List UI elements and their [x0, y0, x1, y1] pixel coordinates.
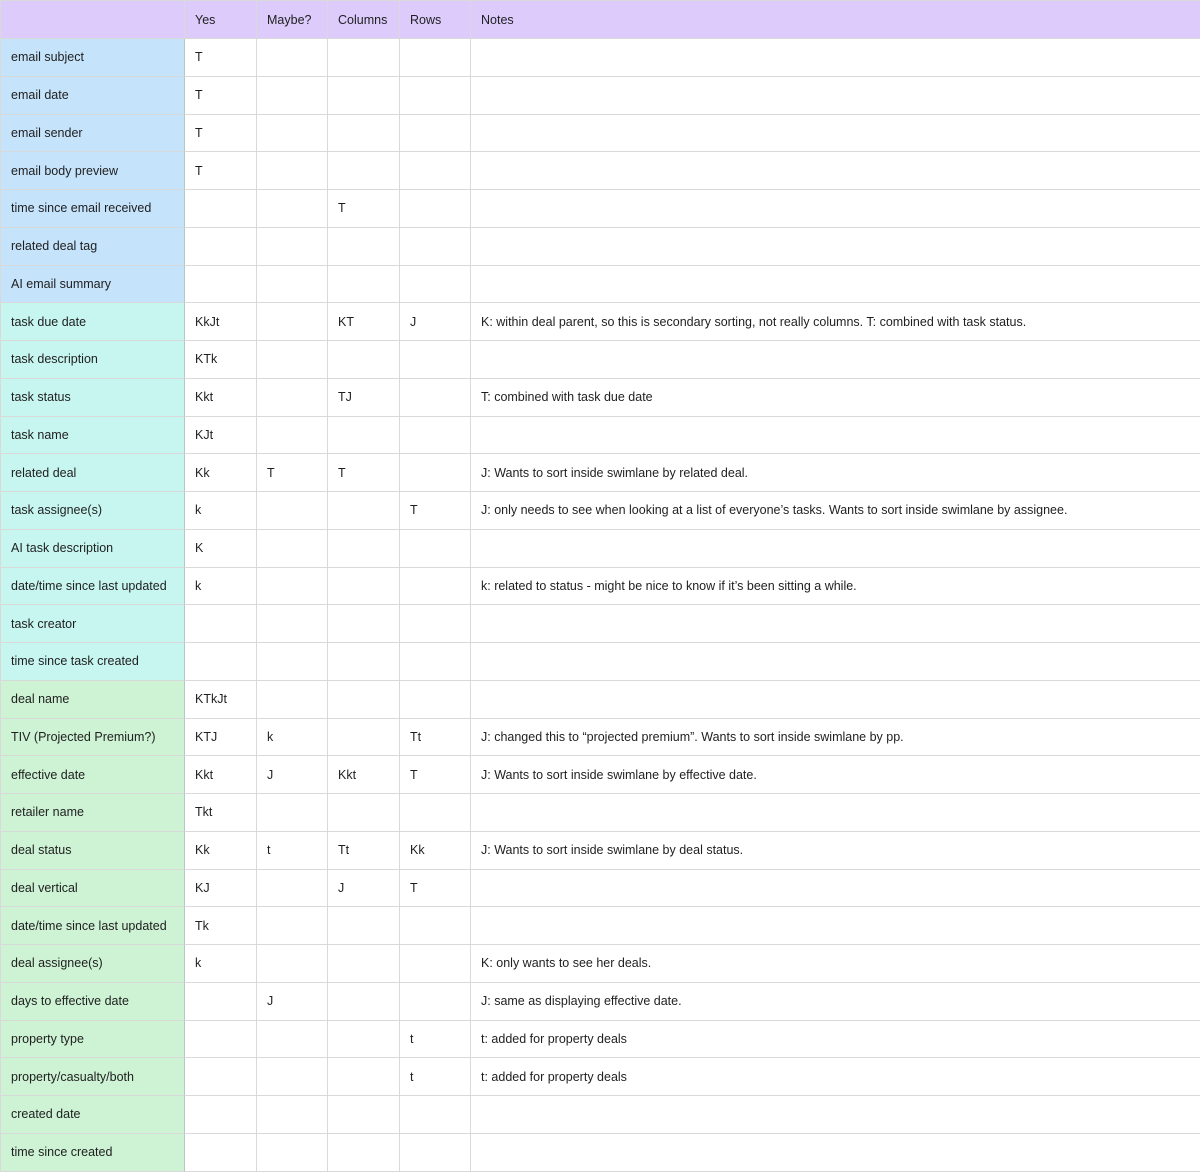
rows-cell: Kk [400, 832, 471, 870]
header-notes: Notes [471, 1, 1200, 39]
row-label: effective date [1, 756, 185, 794]
notes-cell [471, 417, 1200, 455]
yes-cell [185, 1096, 257, 1134]
row-label: property/casualty/both [1, 1058, 185, 1096]
yes-cell [185, 266, 257, 304]
columns-cell: TJ [328, 379, 400, 417]
yes-cell: k [185, 568, 257, 606]
notes-cell [471, 794, 1200, 832]
notes-cell [471, 77, 1200, 115]
columns-cell [328, 1096, 400, 1134]
yes-cell: Kk [185, 454, 257, 492]
yes-cell: Tkt [185, 794, 257, 832]
maybe-cell [257, 379, 328, 417]
row-label: email subject [1, 39, 185, 77]
columns-cell [328, 907, 400, 945]
notes-cell: J: same as displaying effective date. [471, 983, 1200, 1021]
columns-cell [328, 492, 400, 530]
notes-cell: J: Wants to sort inside swimlane by related deal. [471, 454, 1200, 492]
yes-cell: T [185, 39, 257, 77]
maybe-cell [257, 1134, 328, 1172]
yes-cell: T [185, 152, 257, 190]
yes-cell [185, 605, 257, 643]
row-label: related deal [1, 454, 185, 492]
row-label: task name [1, 417, 185, 455]
yes-cell: k [185, 492, 257, 530]
columns-cell [328, 341, 400, 379]
notes-cell: K: within deal parent, so this is secondary sorting, not really columns. T: combined with task status. [471, 303, 1200, 341]
rows-cell: t [400, 1021, 471, 1059]
maybe-cell [257, 1021, 328, 1059]
columns-cell [328, 719, 400, 757]
notes-cell: t: added for property deals [471, 1058, 1200, 1096]
row-label: date/time since last updated [1, 568, 185, 606]
row-label: email body preview [1, 152, 185, 190]
columns-cell: T [328, 190, 400, 228]
columns-cell [328, 530, 400, 568]
columns-cell: Tt [328, 832, 400, 870]
rows-cell [400, 605, 471, 643]
maybe-cell [257, 266, 328, 304]
header-corner-cell [1, 1, 185, 39]
row-label: task assignee(s) [1, 492, 185, 530]
notes-cell [471, 907, 1200, 945]
row-label: retailer name [1, 794, 185, 832]
row-label: deal assignee(s) [1, 945, 185, 983]
rows-cell [400, 643, 471, 681]
columns-cell: KT [328, 303, 400, 341]
rows-cell [400, 341, 471, 379]
columns-cell [328, 643, 400, 681]
notes-cell [471, 266, 1200, 304]
rows-cell [400, 681, 471, 719]
row-label: AI task description [1, 530, 185, 568]
yes-cell: T [185, 77, 257, 115]
rows-cell [400, 454, 471, 492]
notes-cell: T: combined with task due date [471, 379, 1200, 417]
rows-cell: t [400, 1058, 471, 1096]
columns-cell [328, 1134, 400, 1172]
maybe-cell [257, 152, 328, 190]
yes-cell [185, 1058, 257, 1096]
row-label: related deal tag [1, 228, 185, 266]
yes-cell: KkJt [185, 303, 257, 341]
rows-cell [400, 379, 471, 417]
columns-cell [328, 266, 400, 304]
columns-cell: T [328, 454, 400, 492]
notes-cell [471, 1134, 1200, 1172]
row-label: created date [1, 1096, 185, 1134]
rows-cell [400, 115, 471, 153]
rows-cell [400, 907, 471, 945]
maybe-cell [257, 341, 328, 379]
notes-cell: K: only wants to see her deals. [471, 945, 1200, 983]
columns-cell [328, 77, 400, 115]
yes-cell: Kkt [185, 756, 257, 794]
header-yes: Yes [185, 1, 257, 39]
row-label: time since task created [1, 643, 185, 681]
yes-cell: KTk [185, 341, 257, 379]
yes-cell [185, 983, 257, 1021]
notes-cell [471, 39, 1200, 77]
notes-cell: J: Wants to sort inside swimlane by effective date. [471, 756, 1200, 794]
rows-cell [400, 228, 471, 266]
columns-cell [328, 794, 400, 832]
row-label: deal status [1, 832, 185, 870]
columns-cell [328, 983, 400, 1021]
maybe-cell [257, 568, 328, 606]
columns-cell [328, 605, 400, 643]
columns-cell [328, 568, 400, 606]
notes-cell [471, 605, 1200, 643]
columns-cell [328, 945, 400, 983]
row-label: task status [1, 379, 185, 417]
row-label: date/time since last updated [1, 907, 185, 945]
notes-cell: J: only needs to see when looking at a list of everyone’s tasks. Wants to sort inside swimlane by assignee. [471, 492, 1200, 530]
columns-cell [328, 417, 400, 455]
notes-cell [471, 115, 1200, 153]
columns-cell [328, 228, 400, 266]
maybe-cell [257, 643, 328, 681]
notes-cell: k: related to status - might be nice to know if it’s been sitting a while. [471, 568, 1200, 606]
maybe-cell: J [257, 756, 328, 794]
row-label: task creator [1, 605, 185, 643]
columns-cell [328, 115, 400, 153]
yes-cell: KJt [185, 417, 257, 455]
rows-cell [400, 417, 471, 455]
row-label: email sender [1, 115, 185, 153]
rows-cell [400, 945, 471, 983]
yes-cell: Tk [185, 907, 257, 945]
yes-cell: k [185, 945, 257, 983]
columns-cell [328, 39, 400, 77]
maybe-cell [257, 39, 328, 77]
header-maybe: Maybe? [257, 1, 328, 39]
maybe-cell [257, 303, 328, 341]
row-label: property type [1, 1021, 185, 1059]
yes-cell: T [185, 115, 257, 153]
maybe-cell: t [257, 832, 328, 870]
rows-cell [400, 190, 471, 228]
rows-cell: T [400, 756, 471, 794]
rows-cell [400, 77, 471, 115]
notes-cell: J: Wants to sort inside swimlane by deal status. [471, 832, 1200, 870]
yes-cell [185, 1134, 257, 1172]
row-label: task due date [1, 303, 185, 341]
yes-cell: Kk [185, 832, 257, 870]
notes-cell [471, 341, 1200, 379]
columns-cell [328, 681, 400, 719]
maybe-cell [257, 1058, 328, 1096]
yes-cell [185, 228, 257, 266]
notes-cell [471, 643, 1200, 681]
columns-cell [328, 1058, 400, 1096]
maybe-cell [257, 681, 328, 719]
maybe-cell [257, 605, 328, 643]
header-columns: Columns [328, 1, 400, 39]
columns-cell [328, 152, 400, 190]
yes-cell [185, 643, 257, 681]
maybe-cell [257, 77, 328, 115]
maybe-cell: k [257, 719, 328, 757]
rows-cell: T [400, 870, 471, 908]
rows-cell [400, 530, 471, 568]
row-label: TIV (Projected Premium?) [1, 719, 185, 757]
row-label: deal vertical [1, 870, 185, 908]
maybe-cell [257, 492, 328, 530]
row-label: time since email received [1, 190, 185, 228]
notes-cell [471, 228, 1200, 266]
rows-cell [400, 983, 471, 1021]
yes-cell: K [185, 530, 257, 568]
maybe-cell [257, 1096, 328, 1134]
maybe-cell [257, 945, 328, 983]
yes-cell: KTkJt [185, 681, 257, 719]
maybe-cell [257, 907, 328, 945]
notes-cell: J: changed this to “projected premium”. Wants to sort inside swimlane by pp. [471, 719, 1200, 757]
maybe-cell [257, 115, 328, 153]
yes-cell [185, 1021, 257, 1059]
maybe-cell [257, 870, 328, 908]
notes-cell [471, 681, 1200, 719]
notes-cell [471, 870, 1200, 908]
maybe-cell [257, 228, 328, 266]
maybe-cell [257, 190, 328, 228]
notes-cell [471, 190, 1200, 228]
rows-cell [400, 266, 471, 304]
notes-cell [471, 1096, 1200, 1134]
notes-cell [471, 152, 1200, 190]
rows-cell [400, 568, 471, 606]
yes-cell: KTJ [185, 719, 257, 757]
rows-cell [400, 39, 471, 77]
row-label: email date [1, 77, 185, 115]
row-label: time since created [1, 1134, 185, 1172]
columns-cell: Kkt [328, 756, 400, 794]
rows-cell: T [400, 492, 471, 530]
row-label: task description [1, 341, 185, 379]
header-rows: Rows [400, 1, 471, 39]
row-label: deal name [1, 681, 185, 719]
row-label: AI email summary [1, 266, 185, 304]
rows-cell: Tt [400, 719, 471, 757]
maybe-cell: J [257, 983, 328, 1021]
columns-cell: J [328, 870, 400, 908]
maybe-cell [257, 794, 328, 832]
maybe-cell: T [257, 454, 328, 492]
yes-cell [185, 190, 257, 228]
row-label: days to effective date [1, 983, 185, 1021]
notes-cell: t: added for property deals [471, 1021, 1200, 1059]
maybe-cell [257, 417, 328, 455]
rows-cell [400, 1134, 471, 1172]
rows-cell [400, 794, 471, 832]
rows-cell: J [400, 303, 471, 341]
rows-cell [400, 152, 471, 190]
rows-cell [400, 1096, 471, 1134]
notes-cell [471, 530, 1200, 568]
yes-cell: KJ [185, 870, 257, 908]
columns-cell [328, 1021, 400, 1059]
yes-cell: Kkt [185, 379, 257, 417]
maybe-cell [257, 530, 328, 568]
